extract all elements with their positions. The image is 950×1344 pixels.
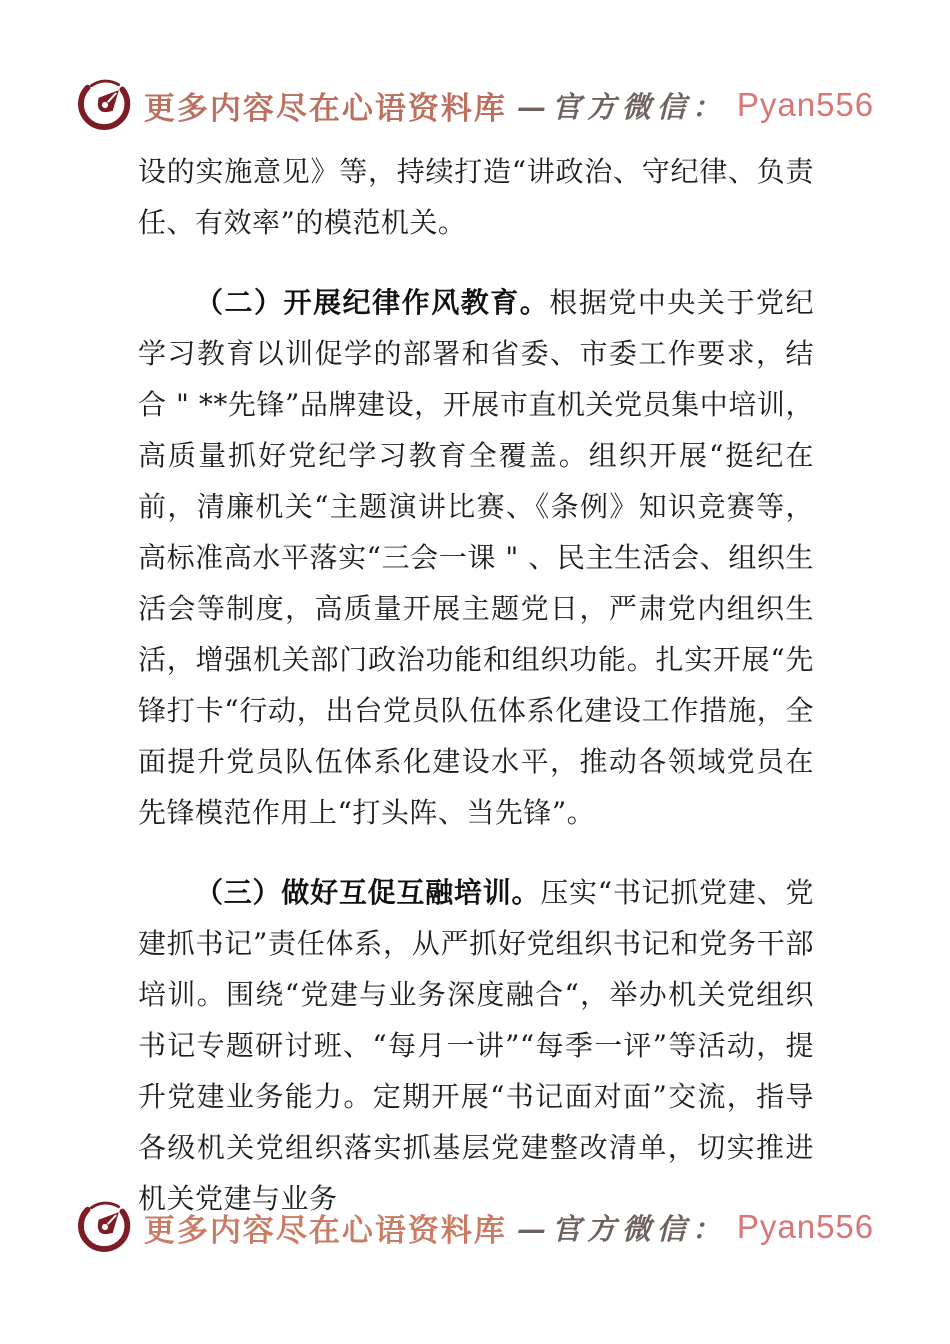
watermark-wechat-account: Pyan556 — [736, 1208, 875, 1245]
paragraph-continuation — [138, 146, 814, 248]
pen-nib-logo-icon — [76, 1198, 134, 1256]
paragraph-text: 压实“书记抓党建、党建抓书记”责任体系，从严抓好党组织书记和党务干部培训。围绕“党建与业务深度融合“，举办机关党组织书记专题研讨班、“每月一讲”“每季一评”等活动，提升党建业务能力。定期开展“书记面对面”交流，指导各级机关党组织落实抓基层党建整改清单，切实推进机关党建与业务 — [138, 876, 814, 1215]
paragraph-text: 设的实施意见》等，持续打造“讲政治、守纪律、负责任、有效率”的模范机关。 — [138, 155, 814, 239]
watermark-footer — [0, 1198, 950, 1256]
section-3-heading: （三）做好互促互融培训。 — [195, 876, 541, 909]
watermark-wechat-account: Pyan556 — [736, 86, 875, 123]
watermark-wechat-label: —官方微信： — [516, 1211, 727, 1246]
watermark-main-text: 更多内容尽在心语资料库 — [143, 1212, 507, 1249]
watermark-wechat-label: —官方微信： — [516, 89, 727, 124]
paragraph-text: 根据党中央关于党纪学习教育以训促学的部署和省委、市委工作要求，结合 " **先锋”品牌建设，开展市直机关党员集中培训，高质量抓好党纪学习教育全覆盖。组织开展“挺纪在前，清廉机关“主题演讲比赛、《条例》知识竞赛等，高标准高水平落实“三会一课 " 、民主生活会、组织生活会等制度，高质量开展主题党日，严肃党内组织生活，增强机关部门政治功能和组织功能。扎实开展“先锋打卡“行动，出台党员队伍体系化建设工作措施，全面提升党员队伍体系化建设水平，推动各领域党员在先锋模范作用上“打头阵、当先锋”。 — [138, 286, 814, 829]
watermark-header — [0, 76, 950, 134]
watermark-main-text: 更多内容尽在心语资料库 — [143, 90, 507, 127]
paragraph-section-2 — [138, 277, 814, 838]
document-body — [138, 146, 814, 1253]
section-2-heading: （二）开展纪律作风教育。 — [195, 286, 550, 319]
paragraph-section-3 — [138, 867, 814, 1224]
pen-nib-logo-icon — [76, 76, 134, 134]
